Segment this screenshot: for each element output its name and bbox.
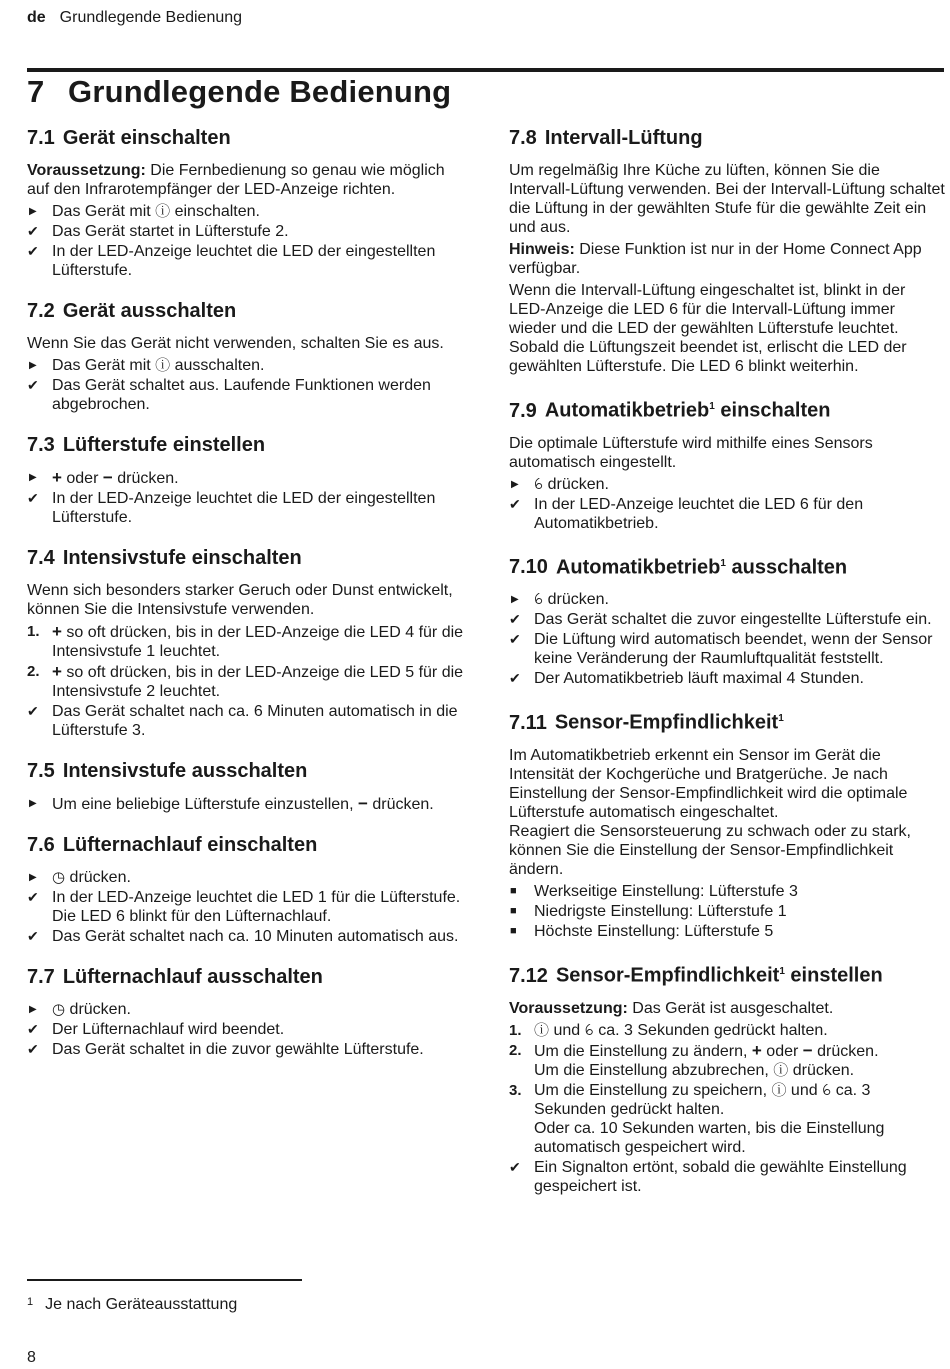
step-text: Oder ca. 10 Sekunden warten, bis die Einstellung automatisch gespeichert wird. (534, 1119, 885, 1156)
instruction-step (27, 202, 465, 221)
result-text: In der LED-Anzeige leuchtet die LED der eingestellten Lüfterstufe. (52, 490, 436, 526)
result-item (27, 222, 465, 241)
step-text: Das Gerät mit (52, 203, 156, 220)
check-icon: ✔ (27, 889, 39, 905)
bullet-icon: ■ (510, 904, 517, 917)
section-7-11 (509, 707, 945, 941)
check-icon: ✔ (27, 703, 39, 719)
power-icon: ⓘ (155, 203, 171, 220)
section-7-4 (27, 546, 465, 740)
check-icon: ✔ (27, 377, 39, 393)
bullet-icon: ■ (510, 924, 517, 937)
footnote-rule (27, 1279, 302, 1281)
check-icon: ✔ (27, 928, 39, 944)
result-text: Das Gerät schaltet in die zuvor gewählte Lüfterstufe. (52, 1041, 424, 1058)
note-text: Diese Funktion ist nur in der Home Connect App verfügbar. (509, 241, 922, 277)
section-heading (509, 126, 945, 150)
section-number: 7.6 (27, 834, 55, 856)
paragraph: Im Automatikbetrieb erkennt ein Sensor im Gerät die Intensität der Kochgerüche und Bratgerüche. Je nach Einstellung der Sensor-Empfindlichkeit wird die optimale Lüfterstufe automatisch eingeschaltet. (509, 746, 908, 821)
power-icon: ⓘ (534, 1021, 550, 1039)
result-item (27, 489, 465, 527)
check-icon: ✔ (509, 670, 521, 687)
step-number: 2. (27, 663, 40, 680)
section-number: 7.1 (27, 127, 55, 149)
auto-mode-icon: ꕃ (534, 475, 544, 493)
section-7-1 (27, 126, 465, 280)
section-title: Intensivstufe einschalten (62, 547, 302, 569)
right-column (509, 126, 945, 1215)
footnote (27, 1296, 237, 1314)
result-item (27, 376, 465, 414)
result-item (27, 1040, 465, 1059)
running-header (27, 9, 242, 27)
result-item (27, 242, 465, 280)
step-text: oder (61, 470, 103, 487)
minus-icon: − (802, 1040, 813, 1060)
bullet-item (509, 902, 945, 921)
bullet-item (509, 882, 945, 901)
result-text: Der Lüfternachlauf wird beendet. (52, 1021, 285, 1038)
section-7-8 (509, 126, 945, 376)
step-text: drücken. (812, 1042, 879, 1060)
section-7-12 (509, 960, 945, 1196)
auto-mode-icon: ꕃ (822, 1081, 832, 1099)
check-icon: ✔ (509, 611, 521, 628)
prerequisite-label: Voraussetzung: (27, 162, 146, 179)
arrow-icon: ▶ (29, 798, 37, 809)
step-text: ca. 3 Sekunden gedrückt halten. (534, 1081, 871, 1118)
section-number: 7.9 (509, 399, 537, 422)
step-text: drücken. (367, 796, 434, 813)
footnote-ref: 1 (778, 713, 784, 725)
section-7-9 (509, 395, 945, 533)
numbered-step (509, 1041, 945, 1080)
paragraph: Wenn Sie das Gerät nicht verwenden, schalten Sie es aus. (27, 335, 444, 352)
auto-mode-icon: ꕃ (534, 591, 544, 609)
minus-icon: − (357, 794, 368, 813)
section-heading (27, 126, 465, 150)
step-text: Um die Einstellung zu speichern, (534, 1081, 772, 1099)
arrow-icon: ▶ (29, 1004, 37, 1015)
result-text: Ein Signalton ertönt, sobald die gewählte Einstellung gespeichert ist. (534, 1158, 907, 1195)
section-title: Sensor-Empfindlichkeit (554, 711, 779, 734)
arrow-icon: ▶ (29, 872, 37, 883)
minus-icon: − (102, 468, 113, 487)
section-heading (27, 965, 465, 989)
section-7-5 (27, 759, 465, 814)
section-7-2 (27, 299, 465, 414)
section-number: 7.10 (509, 556, 548, 579)
section-title: Intensivstufe ausschalten (62, 760, 308, 782)
paragraph: Wenn die Intervall-Lüftung eingeschaltet ist, blinkt in der LED-Anzeige die LED 6 für die Intervall-Lüftung immer wieder und die LED der gewählten Lüfterstufe leuchtet. Sobald die Lüftungszeit beendet ist, erlischt die LED der gewählten Lüfterstufe. Die LED 6 blinkt weiterhin. (509, 282, 907, 375)
instruction-step (27, 356, 465, 375)
power-icon: ⓘ (155, 357, 171, 374)
result-text: In der LED-Anzeige leuchtet die LED 1 für die Lüfterstufe. Die LED 6 blinkt für den Lüfternachlauf. (52, 889, 461, 925)
section-heading (27, 433, 465, 457)
bullet-item (509, 922, 945, 941)
section-7-6 (27, 833, 465, 946)
step-text: drücken. (65, 1001, 131, 1018)
result-item (509, 630, 945, 668)
auto-mode-icon: ꕃ (584, 1021, 594, 1039)
plus-icon: + (751, 1040, 762, 1060)
step-text: drücken. (788, 1061, 855, 1079)
arrow-icon: ▶ (29, 472, 37, 483)
chapter-number: 7 (27, 74, 45, 109)
power-icon: ⓘ (773, 1061, 789, 1079)
section-heading (509, 395, 945, 423)
section-heading (27, 833, 465, 857)
result-item (27, 927, 465, 946)
timer-icon: ◷ (52, 1001, 66, 1018)
section-title: Lüfternachlauf einschalten (62, 834, 318, 856)
plus-icon: + (52, 662, 62, 681)
instruction-step (27, 468, 465, 488)
numbered-step (27, 662, 465, 701)
result-item (509, 610, 945, 629)
page-number: 8 (27, 1349, 36, 1366)
result-text: Das Gerät schaltet aus. Laufende Funktionen werden abgebrochen. (52, 377, 431, 413)
result-text: Das Gerät schaltet nach ca. 6 Minuten automatisch in die Lüfterstufe 3. (52, 703, 458, 739)
result-item (509, 495, 945, 533)
check-icon: ✔ (509, 1158, 521, 1175)
section-title: Sensor-Empfindlichkeit (555, 964, 780, 987)
section-number: 7.8 (509, 127, 537, 149)
paragraph: Die optimale Lüfterstufe wird mithilfe eines Sensors automatisch eingestellt. (509, 434, 873, 471)
step-number: 1. (27, 623, 40, 640)
result-text: Der Automatikbetrieb läuft maximal 4 Stunden. (534, 670, 864, 688)
step-text: drücken. (112, 470, 179, 487)
check-icon: ✔ (27, 490, 39, 506)
section-title: Lüfterstufe einstellen (62, 434, 266, 456)
step-text: Um die Einstellung zu ändern, (534, 1042, 752, 1060)
left-column (27, 126, 465, 1078)
section-heading (27, 759, 465, 783)
prerequisite-text: Das Gerät ist ausgeschaltet. (627, 999, 834, 1017)
footnote-ref: 1 (709, 401, 715, 412)
section-title: Automatikbetrieb (555, 556, 721, 579)
check-icon: ✔ (509, 631, 521, 648)
section-heading (509, 707, 945, 735)
section-heading (509, 960, 945, 988)
section-7-10 (509, 552, 945, 689)
paragraph: Reagiert die Sensorsteuerung zu schwach oder zu stark, können Sie die Einstellung der Sensor-Empfindlichkeit ändern. (509, 822, 911, 878)
plus-icon: + (52, 622, 62, 641)
footnote-mark: 1 (27, 1296, 34, 1308)
timer-icon: ◷ (52, 869, 66, 886)
result-text: In der LED-Anzeige leuchtet die LED 6 für den Automatikbetrieb. (534, 495, 864, 532)
step-text: und (549, 1021, 585, 1039)
check-icon: ✔ (27, 1021, 39, 1037)
numbered-step (509, 1081, 945, 1157)
bullet-text: Niedrigste Einstellung: Lüfterstufe 1 (534, 902, 787, 920)
result-item (27, 702, 465, 740)
plus-icon: + (52, 468, 62, 487)
section-title: Automatikbetrieb (544, 399, 710, 422)
language-code: de (27, 9, 46, 26)
section-title: Gerät ausschalten (62, 300, 237, 322)
instruction-step (509, 475, 945, 494)
section-heading (27, 546, 465, 570)
instruction-step (509, 590, 945, 609)
result-item (509, 669, 945, 688)
instruction-step (27, 868, 465, 887)
bullet-text: Höchste Einstellung: Lüfterstufe 5 (534, 922, 774, 940)
section-number: 7.3 (27, 434, 55, 456)
step-text: Um die Einstellung abzubrechen, (534, 1061, 774, 1079)
check-icon: ✔ (509, 495, 521, 512)
instruction-step (27, 794, 465, 814)
arrow-icon: ▶ (29, 206, 37, 217)
step-number: 3. (509, 1081, 522, 1099)
section-heading (509, 552, 945, 580)
numbered-step (509, 1021, 945, 1040)
step-text: einschalten. (170, 203, 260, 220)
note-label: Hinweis: (509, 241, 575, 258)
step-text: Das Gerät mit (52, 357, 156, 374)
step-text: Um eine beliebige Lüfterstufe einzustellen, (52, 796, 358, 813)
check-icon: ✔ (27, 243, 39, 259)
step-text: so oft drücken, bis in der LED-Anzeige die LED 4 für die Intensivstufe 1 leuchtet. (52, 624, 464, 660)
step-text: und (786, 1081, 823, 1099)
note (509, 240, 945, 278)
section-7-3 (27, 433, 465, 527)
section-title: einschalten (714, 399, 831, 422)
section-title: Gerät einschalten (62, 127, 231, 149)
bullet-icon: ■ (510, 884, 517, 897)
footnote-ref: 1 (779, 965, 785, 977)
check-icon: ✔ (27, 1041, 39, 1057)
result-text: Das Gerät startet in Lüfterstufe 2. (52, 223, 289, 240)
step-number: 2. (509, 1041, 522, 1059)
arrow-icon: ▶ (29, 360, 37, 371)
check-icon: ✔ (27, 223, 39, 239)
step-text: drücken. (65, 869, 131, 886)
step-text: ca. 3 Sekunden gedrückt halten. (593, 1021, 828, 1039)
prerequisite-text: Die Fernbedienung so genau wie möglich auf den Infrarotempfänger der LED-Anzeige richten. (27, 162, 445, 198)
step-text: drücken. (543, 475, 609, 493)
result-item (27, 1020, 465, 1039)
result-text: Die Lüftung wird automatisch beendet, wenn der Sensor keine Veränderung der Raumluftqualität feststellt. (534, 631, 933, 668)
footnote-ref: 1 (720, 557, 726, 569)
chapter-rule (27, 68, 944, 72)
section-title: Lüfternachlauf ausschalten (62, 966, 323, 988)
paragraph: Um regelmäßig Ihre Küche zu lüften, können Sie die Intervall-Lüftung verwenden. Bei der Intervall-Lüftung schaltet die Lüftung in der gewählten Stufe für die gewählte Zeit ein und aus. (509, 162, 945, 236)
step-number: 1. (509, 1021, 522, 1039)
bullet-text: Werkseitige Einstellung: Lüfterstufe 3 (534, 882, 798, 900)
power-icon: ⓘ (771, 1081, 787, 1099)
result-item (27, 888, 465, 926)
result-item (509, 1158, 945, 1196)
instruction-step (27, 1000, 465, 1019)
arrow-icon: ▶ (511, 478, 519, 490)
step-text: drücken. (543, 591, 609, 609)
section-title: ausschalten (725, 556, 848, 579)
section-number: 7.12 (509, 964, 548, 987)
result-text: In der LED-Anzeige leuchtet die LED der eingestellten Lüfterstufe. (52, 243, 436, 279)
section-heading (27, 299, 465, 323)
prerequisite (27, 161, 465, 199)
section-number: 7.5 (27, 760, 55, 782)
running-header-title: Grundlegende Bedienung (59, 9, 243, 26)
step-text: so oft drücken, bis in der LED-Anzeige die LED 5 für die Intensivstufe 2 leuchtet. (52, 664, 464, 700)
section-number: 7.4 (27, 547, 55, 569)
section-7-7 (27, 965, 465, 1059)
prerequisite-label: Voraussetzung: (509, 999, 628, 1017)
numbered-step (27, 622, 465, 661)
paragraph: Wenn sich besonders starker Geruch oder Dunst entwickelt, können Sie die Intensivstufe verwenden. (27, 582, 453, 618)
chapter-heading (27, 74, 451, 110)
arrow-icon: ▶ (511, 594, 519, 606)
result-text: Das Gerät schaltet die zuvor eingestellte Lüfterstufe ein. (534, 611, 932, 629)
section-number: 7.2 (27, 300, 55, 322)
result-text: Das Gerät schaltet nach ca. 10 Minuten automatisch aus. (52, 928, 459, 945)
chapter-title: Grundlegende Bedienung (68, 74, 452, 109)
footnote-text: Je nach Geräteausstattung (45, 1296, 238, 1313)
section-title: einstellen (784, 964, 883, 987)
prerequisite (509, 999, 945, 1018)
section-title: Intervall-Lüftung (544, 127, 703, 149)
section-number: 7.7 (27, 966, 55, 988)
step-text: oder (761, 1042, 803, 1060)
section-number: 7.11 (509, 711, 547, 734)
step-text: ausschalten. (170, 357, 265, 374)
